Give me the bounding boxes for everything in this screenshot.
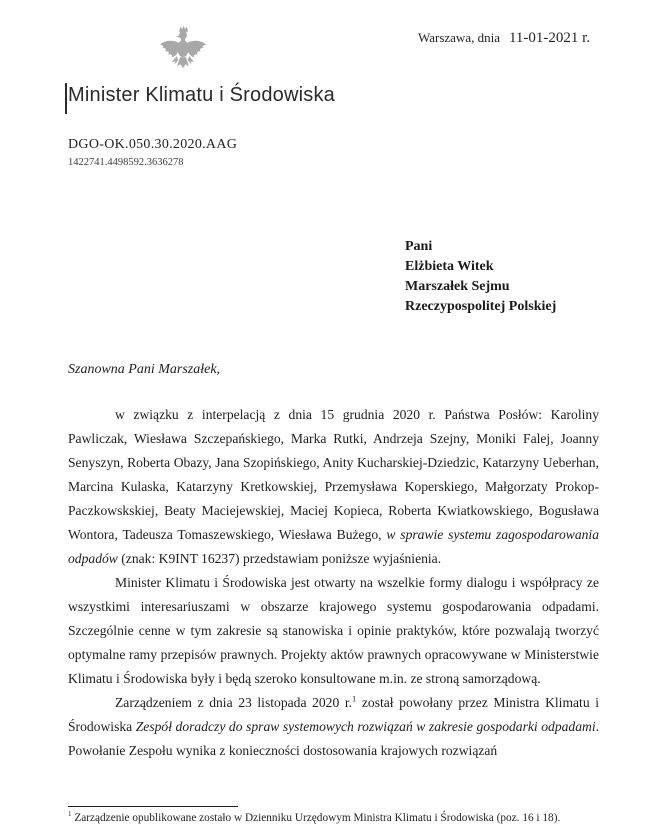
footnote-marker: 1	[68, 810, 72, 819]
eagle-beak	[176, 35, 180, 38]
salutation: Szanowna Pani Marszałek,	[68, 362, 221, 377]
recipient-line-role: Marszałek Sejmu	[405, 279, 510, 294]
eagle-head	[179, 31, 187, 40]
body-text-run: w związku z interpelacją z dnia 15 grudnia 2020 r. Państwa Posłów: Karoliny Pawliczak, Wiesława Szczepańskiego, Marka Rutki, Andrzeja Szejny, Moniki Falej, Joanny Senyszyn, Roberta Obazy, Jana Szopińskiego, Anity Kucharskiej-Dziedzic, Katarzyny Ueberhan, Marcina Kulaska, Katarzyny Kretkowskiej, Przemysława Koperskiego, Małgorzaty Prokop-Paczkowskskiej, Beaty Maciejewskiej, Maciej Kopieca, Roberta Kwiatkowskiego, Bogusława Wontora, Tadeusza Tomaszewskiego, Wiesława Bużego,	[68, 407, 599, 542]
place-label: Warszawa, dnia	[418, 30, 500, 45]
footnote-divider	[68, 806, 238, 807]
eagle-left-talon	[172, 56, 178, 65]
body-paragraph	[68, 571, 599, 691]
eagle-crown	[179, 26, 188, 33]
body-text-run: został powołany przez Ministra Klimatu i Środowiska	[68, 695, 599, 734]
body-text-run: w sprawie systemu zagospodarowania odpadów	[68, 527, 599, 566]
recipient-line-salutation: Pani	[405, 239, 433, 254]
footnote-text: Zarządzenie opublikowane zostało w Dzienniku Urzędowym Ministra Klimatu i Środowiska (poz. 16 i 18).	[71, 812, 561, 824]
polish-eagle-emblem	[156, 25, 210, 81]
eagle-tail	[177, 57, 189, 68]
footnote	[68, 812, 608, 824]
text-cursor	[65, 83, 67, 114]
eagle-right-talon	[188, 56, 194, 65]
body-paragraph	[68, 691, 599, 763]
place-date-line	[418, 30, 590, 47]
eagle-left-wing	[160, 41, 179, 58]
recipient-line-institution: Rzeczypospolitej Polskiej	[405, 299, 557, 314]
document-id-number: 1422741.4498592.3636278	[68, 157, 184, 168]
letter-body	[68, 403, 599, 763]
page-title: Minister Klimatu i Środowiska	[68, 84, 335, 106]
eagle-right-wing	[187, 41, 206, 58]
reference-number: DGO-OK.050.30.2020.AAG	[68, 137, 238, 152]
recipient-block	[405, 237, 556, 317]
recipient-line-name: Elżbieta Witek	[405, 259, 494, 274]
body-text-run: Minister Klimatu i Środowiska jest otwarty na wszelkie formy dialogu i współpracy ze wszystkimi interesariuszami w obszarze krajowego systemu gospodarowania odpadami. Szczególnie cenne w tym zakresie są stanowiska i opinie praktyków, które pozwalają tworzyć optymalne ramy przepisów prawnych. Projekty aktów prawnych opracowywane w Ministerstwie Klimatu i Środowiska były i będą szeroko konsultowane m.in. ze stroną samorządową.	[68, 575, 599, 686]
body-text-run: Zarządzeniem z dnia 23 listopada 2020 r.	[115, 695, 353, 710]
footnote-reference: 1	[352, 693, 357, 704]
body-text-run: Zespół doradczy do spraw systemowych rozwiązań w zakresie gospodarki odpadami	[135, 719, 596, 734]
body-text-run: (znak: K9INT 16237) przedstawiam poniższe wyjaśnienia.	[117, 551, 442, 566]
body-paragraph	[68, 403, 599, 571]
body-text-run: . Powołanie Zespołu wynika z konieczności dostosowania krajowych rozwiązań	[68, 719, 600, 758]
eagle-body	[178, 40, 189, 57]
date-value: 11-01-2021 r.	[508, 30, 591, 46]
